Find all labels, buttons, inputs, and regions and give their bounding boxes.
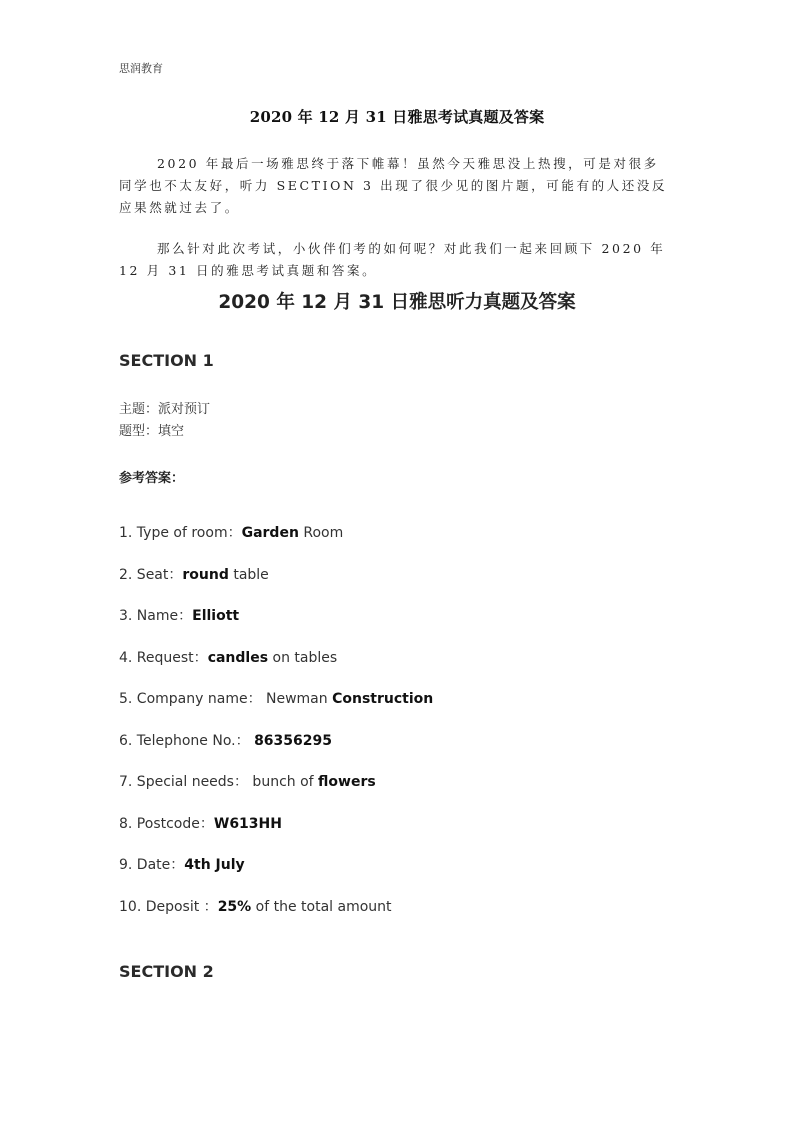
answer-value: 4th July [184,857,245,873]
answer-item [119,854,433,896]
answer-prefix: 8. Postcode： [119,815,214,832]
intro-paragraph-1 [119,153,671,219]
answer-prefix: 4. Request： [119,649,208,666]
answer-value: Garden [241,525,299,541]
answer-suffix: table [228,566,269,583]
intro-paragraph-text: 2020 年最后一场雅思终于落下帷幕！虽然今天雅思没上热搜，可是对很多同学也不太友好，听力 SECTION 3 出现了很少见的图片题，可能有的人还没反应果然就过去了。 [119,156,668,215]
topic-line: 主题：派对预订 [119,402,211,417]
answer-value: Construction [332,691,434,707]
question-type-line: 题型：填空 [119,424,185,439]
answer-value: round [182,566,229,583]
answer-item [119,896,433,938]
answer-item [119,771,433,813]
section-2-heading: SECTION 2 [119,962,214,981]
intro-paragraph-2 [119,238,671,282]
answer-list [119,522,433,937]
answer-prefix: 2. Seat： [119,566,183,583]
answer-prefix: 3. Name： [119,608,193,624]
answer-item [119,813,433,855]
answer-value: flowers [318,774,376,790]
answer-prefix: 10. Deposit ： [119,898,218,915]
section-1-heading: SECTION 1 [119,351,214,370]
answers-label: 参考答案： [119,471,185,486]
answer-value: 86356295 [254,732,332,749]
answer-prefix: 5. Company name： Newman [119,691,333,707]
answer-value: candles [207,649,269,666]
intro-paragraph-text: 那么针对此次考试，小伙伴们考的如何呢？对此我们一起来回顾下 2020 年 12 月 31 日的雅思考试真题和答案。 [119,241,666,278]
answer-suffix: of the total amount [251,898,392,915]
answer-value: W613HH [213,815,282,832]
answer-prefix: 9. Date： [119,857,185,873]
listening-title: 2020 年 12 月 31 日雅思听力真题及答案 [218,292,576,313]
document-title: 2020 年 12 月 31 日雅思考试真题及答案 [249,108,545,126]
answer-item [119,522,433,564]
answer-item [119,688,433,730]
answer-prefix: 6. Telephone No.： [119,732,255,749]
answer-item [119,730,433,772]
header-brand: 思润教育 [119,62,163,75]
answer-item [119,605,433,647]
answer-prefix: 7. Special needs： bunch of [119,774,319,790]
answer-value: 25% [217,898,252,915]
answer-item [119,564,433,606]
answer-suffix: on tables [268,649,338,666]
answer-value: Elliott [192,608,240,624]
section-1-meta [119,399,210,443]
answer-item [119,647,433,689]
answer-prefix: 1. Type of room： [119,525,242,541]
answer-suffix: Room [298,525,344,541]
